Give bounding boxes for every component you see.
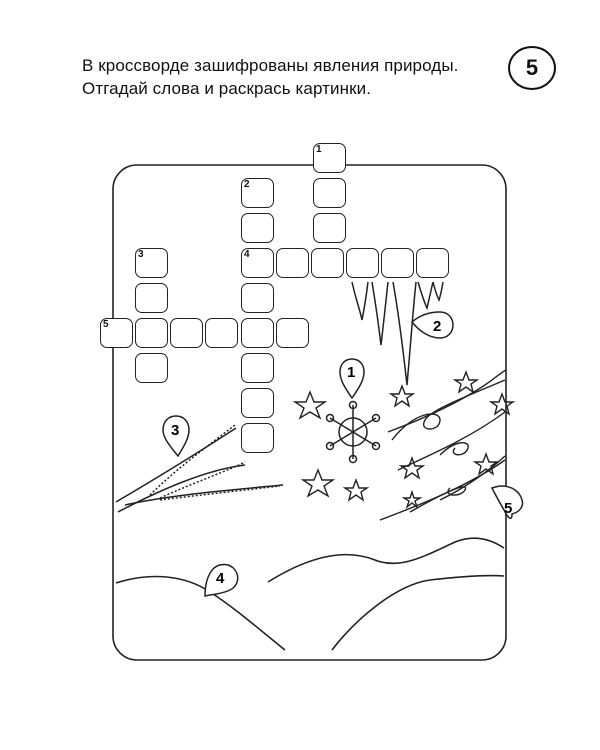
marker-5 — [492, 486, 523, 518]
crossword-cell[interactable] — [135, 353, 168, 383]
marker-4 — [205, 564, 238, 596]
marker-3-number: 3 — [171, 422, 180, 439]
crossword-cell[interactable] — [241, 353, 274, 383]
clue-number-2: 2 — [244, 179, 250, 190]
hill-right — [332, 576, 504, 650]
crossword-cell[interactable] — [135, 283, 168, 313]
crossword-cell[interactable] — [170, 318, 203, 348]
clue-number-3: 3 — [138, 249, 144, 260]
marker-2-number: 2 — [433, 318, 442, 335]
hill-left — [116, 577, 285, 650]
crossword-cell[interactable] — [205, 318, 238, 348]
crossword-cell[interactable] — [241, 213, 274, 243]
clue-number-1: 1 — [316, 144, 322, 155]
crossword-cell[interactable] — [346, 248, 379, 278]
crossword-cell[interactable] — [381, 248, 414, 278]
hill-middle — [268, 538, 504, 582]
crossword-cell[interactable] — [313, 213, 346, 243]
snowflake — [327, 402, 380, 463]
marker-1 — [340, 359, 364, 398]
instruction-line-2: Отгадай слова и раскрась картинки. — [82, 79, 372, 98]
crossword-cell[interactable] — [313, 178, 346, 208]
crossword-cell[interactable] — [311, 248, 344, 278]
marker-2 — [412, 312, 453, 338]
crossword-cell[interactable] — [276, 318, 309, 348]
crossword-cell[interactable] — [416, 248, 449, 278]
crossword-cell[interactable] — [241, 283, 274, 313]
crossword-cell[interactable] — [241, 423, 274, 453]
marker-4-number: 4 — [216, 570, 225, 587]
clue-number-5: 5 — [103, 319, 109, 330]
clue-number-4: 4 — [244, 249, 250, 260]
page-number: 5 — [525, 55, 539, 80]
crossword-cell[interactable] — [241, 318, 274, 348]
crossword-cell[interactable] — [241, 388, 274, 418]
marker-5-number: 5 — [504, 500, 513, 517]
marker-1-number: 1 — [347, 364, 356, 381]
snow-stars — [295, 372, 513, 507]
marker-3 — [163, 416, 189, 456]
crossword-cell[interactable] — [276, 248, 309, 278]
instruction-line-1: В кроссворде зашифрованы явления природы. — [82, 56, 459, 75]
crossword-cell[interactable] — [135, 318, 168, 348]
